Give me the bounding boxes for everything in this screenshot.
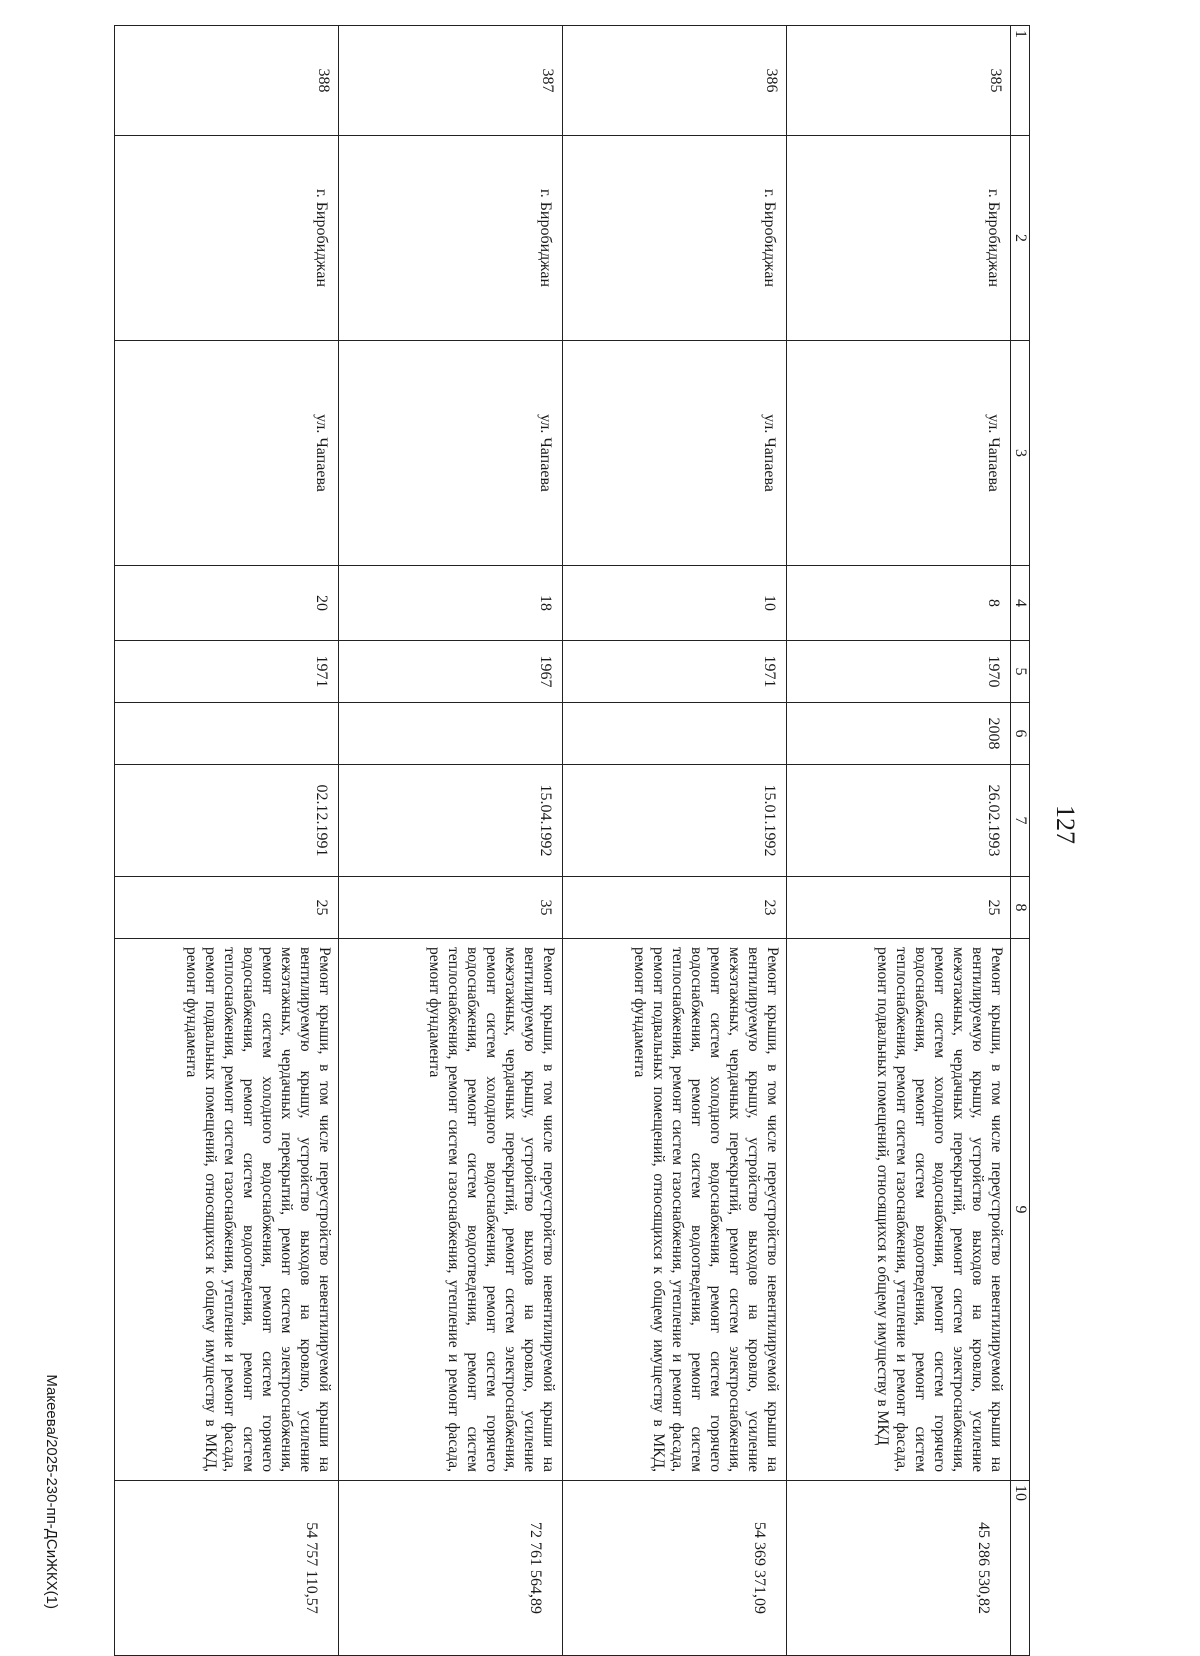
table-row [787, 26, 1011, 1656]
year-cell: 1971 [563, 641, 787, 703]
cost-cell: 72 761 564,89 [339, 1481, 563, 1656]
row-number: 388 [115, 26, 339, 136]
col8-cell: 25 [115, 877, 339, 939]
col8-cell: 23 [563, 877, 787, 939]
table-row [115, 26, 339, 1656]
street-cell: ул. Чапаева [339, 341, 563, 566]
year-cell: 1971 [115, 641, 339, 703]
city-cell: г. Биробиджан [563, 136, 787, 341]
header-cell: 6 [1011, 703, 1030, 765]
house-cell: 20 [115, 566, 339, 641]
table-row [339, 26, 563, 1656]
city-cell: г. Биробиджан [115, 136, 339, 341]
street-cell: ул. Чапаева [115, 341, 339, 566]
header-cell: 2 [1011, 136, 1030, 341]
date-cell: 26.02.1993 [787, 765, 1011, 877]
street-cell: ул. Чапаева [787, 341, 1011, 566]
header-cell: 3 [1011, 341, 1030, 566]
house-cell: 18 [339, 566, 563, 641]
city-cell: г. Биробиджан [787, 136, 1011, 341]
header-cell: 5 [1011, 641, 1030, 703]
works-table [114, 25, 1030, 1656]
col6-cell: 2008 [787, 703, 1011, 765]
header-cell: 4 [1011, 566, 1030, 641]
header-cell: 8 [1011, 877, 1030, 939]
header-cell: 1 [1011, 26, 1030, 136]
row-number: 385 [787, 26, 1011, 136]
house-cell: 10 [563, 566, 787, 641]
col8-cell: 35 [339, 877, 563, 939]
col6-cell [339, 703, 563, 765]
col6-cell [563, 703, 787, 765]
year-cell: 1970 [787, 641, 1011, 703]
header-row [1011, 26, 1030, 1656]
date-cell: 15.04.1992 [339, 765, 563, 877]
row-number: 387 [339, 26, 563, 136]
date-cell: 02.12.1991 [115, 765, 339, 877]
cost-cell: 54 369 371,09 [563, 1481, 787, 1656]
date-cell: 15.01.1992 [563, 765, 787, 877]
document-footer: Макеева/2025-230-пп-ДСиЖКХ(1) [43, 1374, 60, 1609]
cost-cell: 45 286 530,82 [787, 1481, 1011, 1656]
row-number: 386 [563, 26, 787, 136]
col8-cell: 25 [787, 877, 1011, 939]
works-cell: Ремонт крыши, в том числе переустройство невентилируемой крыши на вентилируемую крышу, устройство выходов на кровлю, усиление межэтажных, чердачных перекрытий, ремонт систем электроснабжения, ремонт систем холодного водоснабжения, ремонт систем горячего водоснабжения, ремонт систем водоотведения, ремонт систем теплоснабжения, ремонт систем газоснабжения, утепление и ремонт фасада, ремонт подвальных помещений, относящихся к общему имуществу в МКД, ремонт фундамента [115, 939, 339, 1481]
works-cell: Ремонт крыши, в том числе переустройство невентилируемой крыши на вентилируемую крышу, устройство выходов на кровлю, усиление межэтажных, чердачных перекрытий, ремонт систем электроснабжения, ремонт систем холодного водоснабжения, ремонт систем горячего водоснабжения, ремонт систем водоотведения, ремонт систем теплоснабжения, ремонт систем газоснабжения, утепление и ремонт фасада, ремонт подвальных помещений, относящихся к общему имуществу в МКД, ремонт фундамента [563, 939, 787, 1481]
city-cell: г. Биробиджан [339, 136, 563, 341]
col6-cell [115, 703, 339, 765]
cost-cell: 54 757 110,57 [115, 1481, 339, 1656]
header-cell: 9 [1011, 939, 1030, 1481]
table-row [563, 26, 787, 1656]
year-cell: 1967 [339, 641, 563, 703]
works-cell: Ремонт крыши, в том числе переустройство невентилируемой крыши на вентилируемую крышу, устройство выходов на кровлю, усиление межэтажных, чердачных перекрытий, ремонт систем электроснабжения, ремонт систем холодного водоснабжения, ремонт систем горячего водоснабжения, ремонт систем водоотведения, ремонт систем теплоснабжения, ремонт систем газоснабжения, утепление и ремонт фасада, ремонт подвальных помещений, относящихся к общему имуществу в МКД [787, 939, 1011, 1481]
street-cell: ул. Чапаева [563, 341, 787, 566]
page-number: 127 [1051, 805, 1080, 844]
header-cell: 7 [1011, 765, 1030, 877]
header-cell: 10 [1011, 1481, 1030, 1656]
house-cell: 8 [787, 566, 1011, 641]
works-cell: Ремонт крыши, в том числе переустройство невентилируемой крыши на вентилируемую крышу, устройство выходов на кровлю, усиление межэтажных, чердачных перекрытий, ремонт систем электроснабжения, ремонт систем холодного водоснабжения, ремонт систем горячего водоснабжения, ремонт систем водоотведения, ремонт систем теплоснабжения, ремонт систем газоснабжения, утепление и ремонт фасада, ремонт фундамента [339, 939, 563, 1481]
